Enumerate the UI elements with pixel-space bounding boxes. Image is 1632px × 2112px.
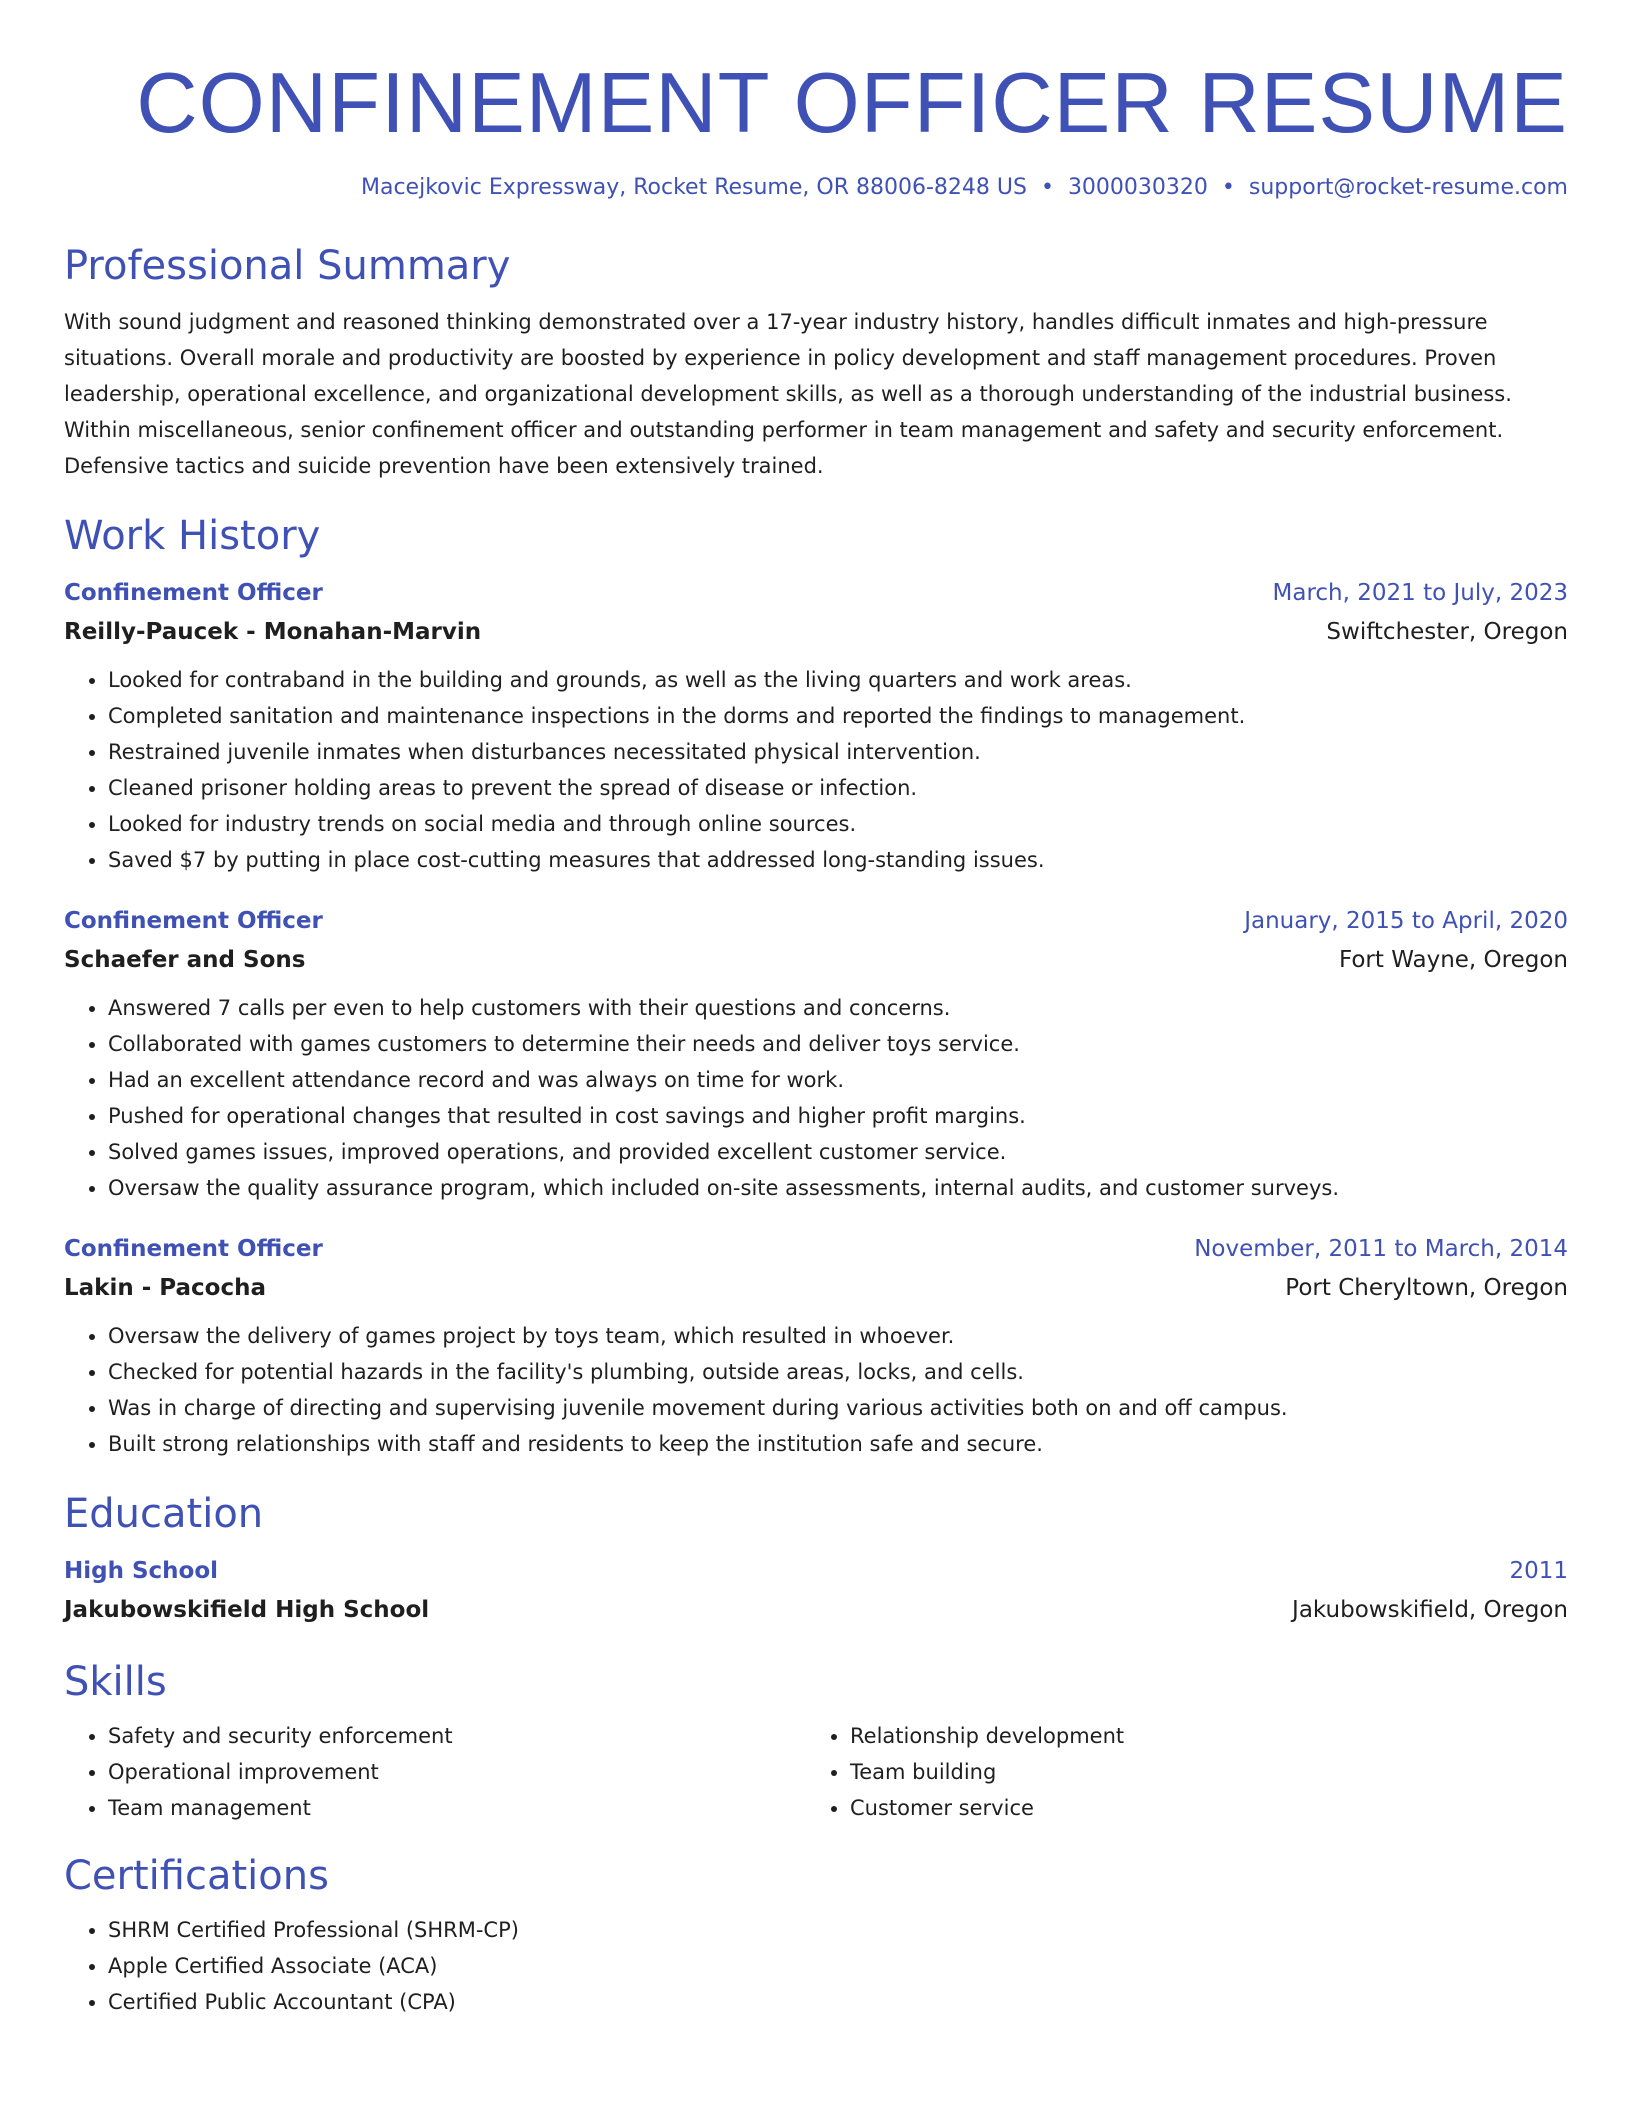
education-school: Jakubowskifield High School — [64, 1597, 430, 1623]
job-bullet: • Saved $7 by putting in place cost-cutting measures that addressed long-standing issues. — [108, 842, 1568, 878]
certification-item: • SHRM Certified Professional (SHRM-CP) — [108, 1912, 1568, 1948]
skill-item: • Safety and security enforcement — [108, 1718, 806, 1754]
contact-separator: • — [1221, 175, 1235, 200]
job-company-row — [64, 1268, 1568, 1308]
skill-item: • Operational improvement — [108, 1754, 806, 1790]
job-company: Lakin - Pacocha — [64, 1275, 267, 1301]
contact-line — [64, 172, 1568, 204]
skill-item: • Team building — [850, 1754, 1548, 1790]
job-entry — [64, 1230, 1568, 1462]
job-bullet: • Solved games issues, improved operations, and provided excellent customer service. — [108, 1134, 1568, 1170]
job-dates: November, 2011 to March, 2014 — [1194, 1236, 1568, 1262]
certifications-list — [64, 1912, 1568, 2020]
job-bullet: • Looked for contraband in the building and grounds, as well as the living quarters and work areas. — [108, 662, 1568, 698]
education-year: 2011 — [1509, 1558, 1568, 1584]
job-role: Confinement Officer — [64, 908, 323, 934]
job-entry — [64, 574, 1568, 878]
job-header-row — [64, 574, 1568, 612]
job-bullet: • Restrained juvenile inmates when disturbances necessitated physical intervention. — [108, 734, 1568, 770]
job-bullet: • Oversaw the quality assurance program, which included on-site assessments, internal audits, and customer surveys. — [108, 1170, 1568, 1206]
education-header-row — [64, 1552, 1568, 1590]
section-title-skills: Skills — [64, 1659, 167, 1705]
job-bullet: • Answered 7 calls per even to help customers with their questions and concerns. — [108, 990, 1568, 1026]
job-location: Fort Wayne, Oregon — [1338, 947, 1568, 973]
job-header-row — [64, 1230, 1568, 1268]
section-title-work-history: Work History — [64, 513, 321, 559]
job-bullet: • Completed sanitation and maintenance inspections in the dorms and reported the findings to management. — [108, 698, 1568, 734]
certification-item: • Apple Certified Associate (ACA) — [108, 1948, 1568, 1984]
job-header-row — [64, 902, 1568, 940]
contact-email[interactable]: support@rocket-resume.com — [1248, 175, 1568, 200]
education-school-row — [64, 1590, 1568, 1630]
job-company-row — [64, 612, 1568, 652]
job-bullet: • Pushed for operational changes that resulted in cost savings and higher profit margins. — [108, 1098, 1568, 1134]
section-title-education: Education — [64, 1491, 264, 1537]
education-degree: High School — [64, 1558, 219, 1584]
skill-item: • Team management — [108, 1790, 806, 1826]
job-company: Schaefer and Sons — [64, 947, 306, 973]
job-bullet: • Was in charge of directing and supervising juvenile movement during various activities both on and off campus. — [108, 1390, 1568, 1426]
contact-address: Macejkovic Expressway, Rocket Resume, OR 88006-8248 US — [361, 175, 1027, 200]
job-bullets — [64, 662, 1568, 878]
job-location: Port Cheryltown, Oregon — [1285, 1275, 1568, 1301]
skills-list — [64, 1718, 1568, 1826]
job-bullet: • Checked for potential hazards in the facility's plumbing, outside areas, locks, and cells. — [108, 1354, 1568, 1390]
job-dates: March, 2021 to July, 2023 — [1272, 580, 1568, 606]
job-bullets — [64, 990, 1568, 1206]
job-entry — [64, 902, 1568, 1206]
contact-phone: 3000030320 — [1067, 175, 1208, 200]
job-bullets — [64, 1318, 1568, 1462]
resume-title: CONFINEMENT OFFICER RESUME — [136, 56, 1568, 151]
job-company-row — [64, 940, 1568, 980]
job-bullet: • Looked for industry trends on social media and through online sources. — [108, 806, 1568, 842]
job-bullet: • Cleaned prisoner holding areas to prevent the spread of disease or infection. — [108, 770, 1568, 806]
job-location: Swiftchester, Oregon — [1326, 619, 1568, 645]
job-role: Confinement Officer — [64, 580, 323, 606]
summary-text: With sound judgment and reasoned thinking demonstrated over a 17-year industry history, handles difficult inmates and high-pressure situations. Overall morale and productivity are boosted by experience in policy development and staff management procedures. Proven leadership, operational excellence, and organizational development skills, as well as a thorough understanding of the industrial business. Within miscellaneous, senior confinement officer and outstanding performer in team management and safety and security enforcement. Defensive tactics and suicide prevention have been extensively trained. — [64, 310, 1512, 478]
skills-column-right — [806, 1718, 1548, 1826]
job-bullet: • Had an excellent attendance record and was always on time for work. — [108, 1062, 1568, 1098]
education-entry — [64, 1552, 1568, 1630]
job-company: Reilly-Paucek - Monahan-Marvin — [64, 619, 482, 645]
skill-item: • Customer service — [850, 1790, 1548, 1826]
job-bullet: • Collaborated with games customers to determine their needs and deliver toys service. — [108, 1026, 1568, 1062]
resume-page — [64, 0, 1568, 2020]
resume-header — [64, 0, 1568, 204]
certification-item: • Certified Public Accountant (CPA) — [108, 1984, 1568, 2020]
section-title-summary: Professional Summary — [64, 243, 511, 289]
job-bullet: • Oversaw the delivery of games project by toys team, which resulted in whoever. — [108, 1318, 1568, 1354]
section-title-certifications: Certifications — [64, 1853, 329, 1899]
job-bullet: • Built strong relationships with staff and residents to keep the institution safe and secure. — [108, 1426, 1568, 1462]
job-role: Confinement Officer — [64, 1236, 323, 1262]
job-dates: January, 2015 to April, 2020 — [1244, 908, 1568, 934]
contact-separator: • — [1040, 175, 1054, 200]
skill-item: • Relationship development — [850, 1718, 1548, 1754]
education-location: Jakubowskifield, Oregon — [1292, 1597, 1568, 1623]
skills-column-left — [64, 1718, 806, 1826]
